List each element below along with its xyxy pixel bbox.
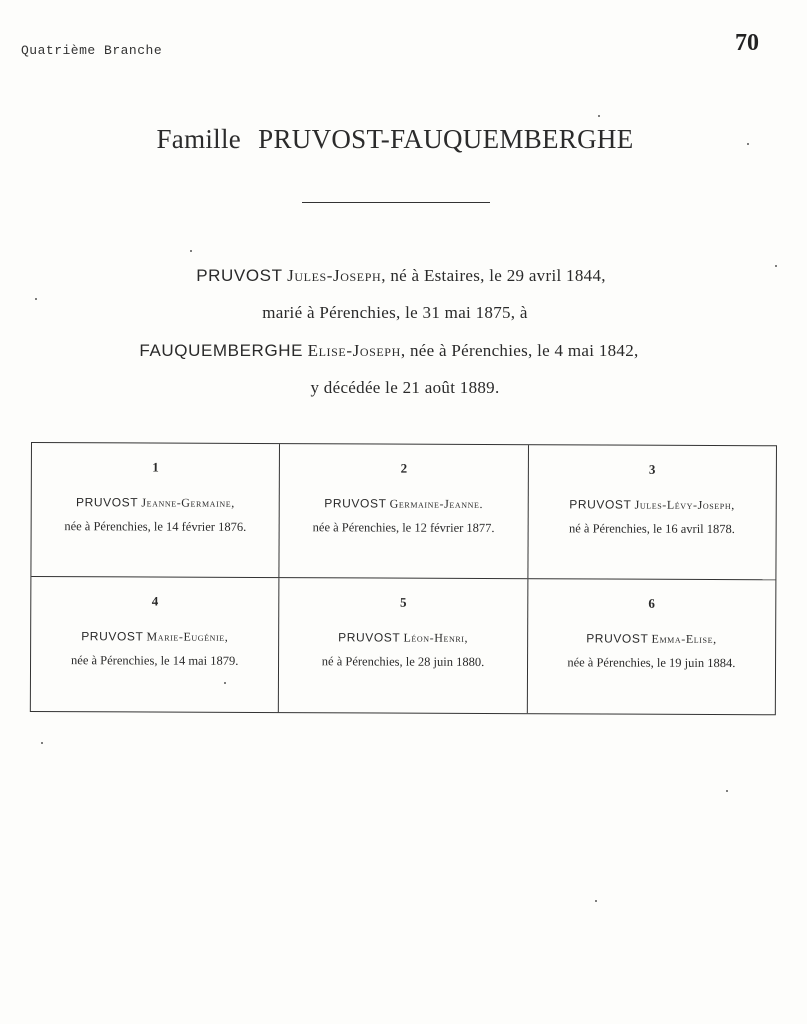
child-surname: PRUVOST bbox=[324, 496, 387, 511]
child-cell bbox=[31, 443, 279, 577]
child-cell bbox=[526, 579, 775, 714]
child-birth: née à Pérenchies, le 19 juin 1884. bbox=[567, 655, 736, 671]
child-given-name: Germaine-Jeanne. bbox=[389, 496, 484, 511]
child-given-name: Jules-Lévy-Joseph, bbox=[634, 497, 735, 513]
child-cell bbox=[278, 578, 527, 713]
father-surname: PRUVOST bbox=[196, 266, 283, 285]
parent-line-2: marié à Pérenchies, le 31 mai 1875, à bbox=[262, 303, 528, 322]
child-name bbox=[32, 495, 279, 511]
scan-speck bbox=[190, 250, 192, 252]
scan-speck bbox=[726, 790, 728, 792]
child-name bbox=[528, 497, 775, 513]
child-surname: PRUVOST bbox=[75, 495, 139, 510]
child-birth: née à Pérenchies, le 14 mai 1879. bbox=[71, 653, 239, 668]
child-birth: né à Pérenchies, le 16 avril 1878. bbox=[568, 521, 735, 537]
child-cell bbox=[279, 444, 528, 578]
scan-speck bbox=[595, 900, 597, 902]
parent-line-3 bbox=[0, 341, 784, 361]
children-table bbox=[30, 442, 777, 715]
child-name bbox=[528, 631, 775, 647]
child-number: 2 bbox=[400, 460, 408, 476]
scan-speck bbox=[775, 265, 777, 267]
child-given-name: Marie-Eugénie, bbox=[146, 629, 229, 644]
page-title bbox=[0, 124, 790, 155]
child-number: 6 bbox=[648, 595, 655, 611]
page-number: 70 bbox=[735, 30, 759, 56]
title-prefix: Famille bbox=[156, 124, 242, 154]
section-label: Quatrième Branche bbox=[21, 43, 163, 58]
child-given-name: Jeanne-Germaine, bbox=[141, 495, 235, 510]
parent-line-1 bbox=[6, 266, 796, 286]
child-birth: née à Pérenchies, le 14 février 1876. bbox=[64, 519, 247, 534]
scan-speck bbox=[224, 682, 226, 684]
parent-line-4: y décédée le 21 août 1889. bbox=[310, 378, 500, 397]
child-cell bbox=[527, 445, 776, 579]
child-cell bbox=[31, 577, 279, 712]
scan-speck bbox=[747, 143, 749, 145]
child-number: 5 bbox=[400, 594, 407, 610]
child-surname: PRUVOST bbox=[81, 629, 144, 644]
child-surname: PRUVOST bbox=[586, 631, 649, 646]
child-name bbox=[280, 496, 527, 512]
title-rule bbox=[302, 202, 490, 203]
scan-speck bbox=[35, 298, 37, 300]
child-surname: PRUVOST bbox=[569, 497, 632, 512]
mother-surname: FAUQUEMBERGHE bbox=[139, 341, 304, 360]
child-number: 1 bbox=[152, 459, 159, 475]
child-birth: né à Pérenchies, le 28 juin 1880. bbox=[321, 654, 485, 669]
mother-given-name: Elise-Joseph bbox=[307, 341, 401, 360]
children-row-top bbox=[31, 443, 776, 580]
scan-speck bbox=[598, 115, 600, 117]
father-birth-details: , né à Estaires, le 29 avril 1844, bbox=[381, 266, 606, 285]
child-given-name: Emma-Elise, bbox=[651, 631, 717, 646]
child-given-name: Léon-Henri, bbox=[403, 630, 469, 645]
child-surname: PRUVOST bbox=[338, 630, 401, 645]
father-given-name: Jules-Joseph bbox=[287, 266, 382, 285]
child-number: 3 bbox=[648, 461, 656, 477]
title-family-name: PRUVOST-FAUQUEMBERGHE bbox=[258, 124, 634, 154]
children-row-bottom bbox=[31, 577, 776, 714]
child-name bbox=[279, 630, 526, 646]
mother-birth-details: , née à Pérenchies, le 4 mai 1842, bbox=[400, 341, 639, 360]
child-name bbox=[31, 629, 278, 645]
scan-speck bbox=[41, 742, 43, 744]
child-number: 4 bbox=[151, 593, 159, 609]
child-birth: née à Pérenchies, le 12 février 1877. bbox=[312, 520, 495, 536]
